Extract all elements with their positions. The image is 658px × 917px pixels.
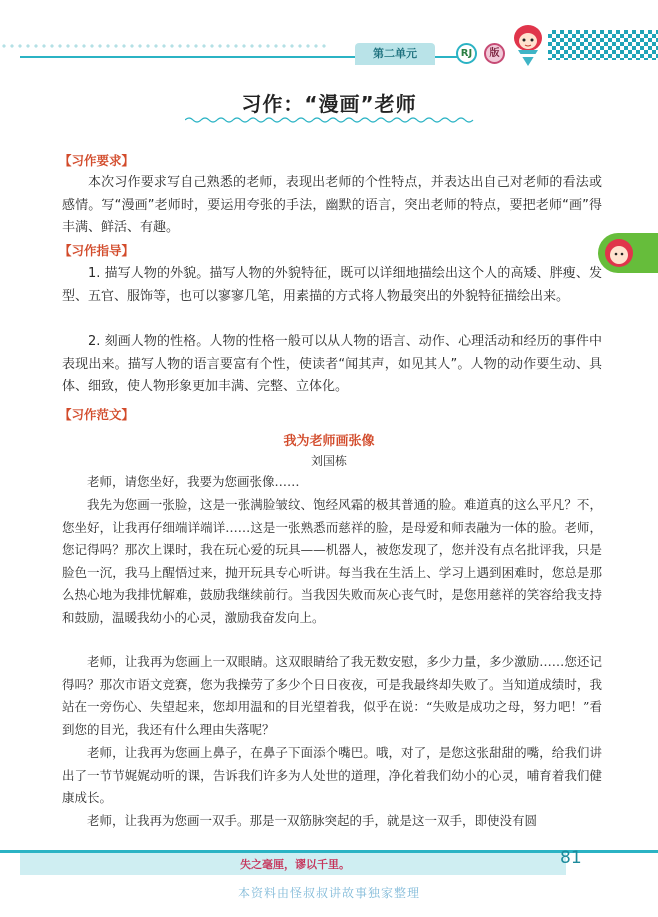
essay-paragraph-4: 老师，让我再为您画上鼻子，在鼻子下面添个嘴巴。哦，对了，是您这张甜甜的嘴，给我们讲出了一节节娓娓动听的课，告诉我们许多为人处世的道理，净化着我们幼小的心灵，哺育着我们健康成长。 xyxy=(62,745,602,806)
edition-badge: 版 xyxy=(484,43,505,64)
edition-badge-rj: RJ xyxy=(456,43,477,64)
footer-slogan: 失之毫厘，谬以千里。 xyxy=(240,858,350,871)
essay-paragraph-5: 老师，让我再为您画一双手。那是一双筋脉突起的手，就是这一双手，即使没有圆 xyxy=(87,813,538,828)
guidance-item-1: 1. 描写人物的外貌。描写人物的外貌特征，既可以详细地描绘出这个人的高矮、胖瘦、发型、五官、服饰等，也可以寥寥几笔，用素描的方式将人物最突出的外貌特征描绘出来。 xyxy=(62,266,602,304)
essay-paragraph-3: 老师，让我再为您画上一双眼睛。这双眼睛给了我无数安慰，多少力量，多少激励……您还记得吗？那次市语文竞赛，您为我操劳了多少个日日夜夜，可是我最终却失败了。当知道成绩时，我站在一旁伤心、失望起来，您却用温和的目光望着我，似乎在说：“失败是成功之母，努力吧！”看到您的目光，我还有什么理由失落呢？ xyxy=(62,654,602,737)
requirements-label: 【习作要求】 xyxy=(59,153,135,168)
page-number: 81 xyxy=(560,848,582,868)
essay-paragraph-2: 我先为您画一张脸，这是一张满脸皱纹、饱经风霜的极其普通的脸。难道真的这么平凡？不，您坐好，让我再仔细端详端详……这是一张熟悉而慈祥的脸，是母爱和师表融为一体的脸。老师，您记得吗？那次上课时，我在玩心爱的玩具——机器人，被您发现了，您并没有点名批评我，只是脸色一沉，我马上醒悟过来，抛开玩具专心听讲。每当我在生活上、学习上遇到困难时，您总是那么热心地为我排忧解难，鼓励我继续前行。当我因失败而灰心丧气时，是您用慈祥的笑容给我支持和鼓励，温暖我幼小的心灵，激励我奋发向上。 xyxy=(62,497,602,625)
model-essay-label: 【习作范文】 xyxy=(59,407,135,422)
essay-title: 我为老师画张像 xyxy=(283,434,375,449)
mascot-girl-icon xyxy=(508,22,548,68)
essay-paragraph-1: 老师，请您坐好，我要为您画张像…… xyxy=(87,474,300,489)
header-checker-pattern xyxy=(548,30,658,60)
header-dot-pattern xyxy=(0,42,330,52)
title-wave-divider xyxy=(185,116,475,124)
guidance-item-2: 2. 刻画人物的性格。人物的性格一般可以从人物的语言、动作、心理活动和经历的事件中表现出来。描写人物的语言要富有个性，使读者“闻其声，如见其人”。人物的动作要生动、具体、细致，使人物形象更加丰满、完整、立体化。 xyxy=(62,334,602,394)
mascot-face-icon xyxy=(602,236,636,270)
side-tab xyxy=(598,233,658,273)
guidance-label: 【习作指导】 xyxy=(59,243,135,258)
requirements-text: 本次习作要求写自己熟悉的老师，表现出老师的个性特点，并表达出自己对老师的看法或感情。写“漫画”老师时，要运用夸张的手法，幽默的语言，突出老师的特点，要把老师“画”得丰满、鲜活、有趣。 xyxy=(62,175,602,235)
watermark-text: 本资料由怪叔叔讲故事独家整理 xyxy=(237,886,420,900)
page-title: 习作：“漫画”老师 xyxy=(241,92,417,116)
unit-label: 第二单元 xyxy=(355,43,435,65)
essay-author: 刘国栋 xyxy=(310,454,347,468)
